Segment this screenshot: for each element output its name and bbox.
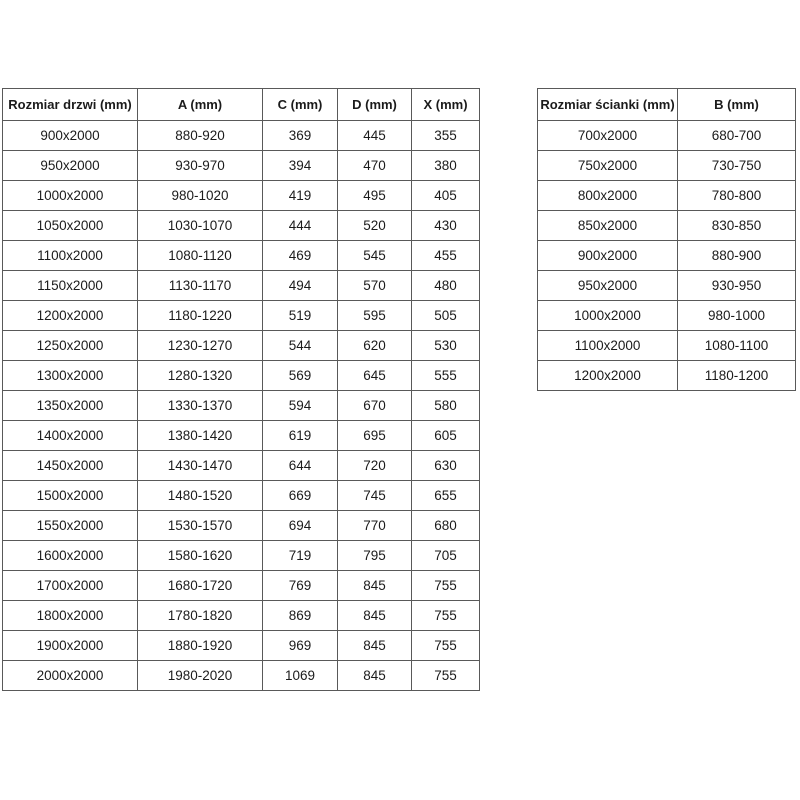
table-cell: 630 <box>412 451 480 481</box>
table-cell: 930-950 <box>678 271 796 301</box>
table-cell: 1350x2000 <box>3 391 138 421</box>
table-cell: 1550x2000 <box>3 511 138 541</box>
table-row <box>3 481 480 511</box>
table-cell: 800x2000 <box>538 181 678 211</box>
table-cell: 669 <box>263 481 338 511</box>
table-cell: 1080-1120 <box>138 241 263 271</box>
table-cell: 530 <box>412 331 480 361</box>
table-cell: 869 <box>263 601 338 631</box>
table-cell: 1700x2000 <box>3 571 138 601</box>
table-cell: 755 <box>412 631 480 661</box>
table-cell: 1080-1100 <box>678 331 796 361</box>
table-cell: 380 <box>412 151 480 181</box>
table-cell: 769 <box>263 571 338 601</box>
table-cell: 850x2000 <box>538 211 678 241</box>
table-cell: 594 <box>263 391 338 421</box>
column-header: D (mm) <box>338 89 412 121</box>
table-cell: 1330-1370 <box>138 391 263 421</box>
table-row <box>3 181 480 211</box>
table-cell: 644 <box>263 451 338 481</box>
table-cell: 1580-1620 <box>138 541 263 571</box>
column-header: Rozmiar ścianki (mm) <box>538 89 678 121</box>
table-cell: 1069 <box>263 661 338 691</box>
table-row <box>3 271 480 301</box>
column-header: Rozmiar drzwi (mm) <box>3 89 138 121</box>
wall-table-header-row <box>538 89 796 121</box>
table-cell: 770 <box>338 511 412 541</box>
table-cell: 720 <box>338 451 412 481</box>
table-cell: 969 <box>263 631 338 661</box>
table-cell: 1050x2000 <box>3 211 138 241</box>
table-cell: 455 <box>412 241 480 271</box>
column-header: A (mm) <box>138 89 263 121</box>
table-cell: 545 <box>338 241 412 271</box>
table-row <box>3 571 480 601</box>
table-row <box>538 361 796 391</box>
column-header: X (mm) <box>412 89 480 121</box>
table-cell: 845 <box>338 661 412 691</box>
table-cell: 1380-1420 <box>138 421 263 451</box>
table-cell: 700x2000 <box>538 121 678 151</box>
table-cell: 745 <box>338 481 412 511</box>
table-cell: 1300x2000 <box>3 361 138 391</box>
table-cell: 830-850 <box>678 211 796 241</box>
table-cell: 1250x2000 <box>3 331 138 361</box>
table-cell: 1000x2000 <box>3 181 138 211</box>
table-cell: 1480-1520 <box>138 481 263 511</box>
table-cell: 495 <box>338 181 412 211</box>
table-cell: 1130-1170 <box>138 271 263 301</box>
table-cell: 950x2000 <box>3 151 138 181</box>
table-cell: 369 <box>263 121 338 151</box>
table-cell: 1430-1470 <box>138 451 263 481</box>
table-cell: 845 <box>338 571 412 601</box>
table-cell: 1180-1220 <box>138 301 263 331</box>
table-cell: 1530-1570 <box>138 511 263 541</box>
table-cell: 705 <box>412 541 480 571</box>
table-cell: 1500x2000 <box>3 481 138 511</box>
table-cell: 1180-1200 <box>678 361 796 391</box>
table-cell: 570 <box>338 271 412 301</box>
table-cell: 695 <box>338 421 412 451</box>
table-cell: 519 <box>263 301 338 331</box>
table-cell: 1450x2000 <box>3 451 138 481</box>
table-row <box>538 271 796 301</box>
table-cell: 845 <box>338 631 412 661</box>
table-row <box>3 121 480 151</box>
table-cell: 795 <box>338 541 412 571</box>
table-row <box>538 301 796 331</box>
table-row <box>3 361 480 391</box>
table-row <box>3 451 480 481</box>
table-row <box>3 331 480 361</box>
table-cell: 1200x2000 <box>3 301 138 331</box>
table-row <box>538 211 796 241</box>
column-header: C (mm) <box>263 89 338 121</box>
table-cell: 569 <box>263 361 338 391</box>
wall-size-spec-table <box>537 88 796 391</box>
table-cell: 2000x2000 <box>3 661 138 691</box>
table-cell: 694 <box>263 511 338 541</box>
table-row <box>3 541 480 571</box>
table-cell: 980-1020 <box>138 181 263 211</box>
table-cell: 595 <box>338 301 412 331</box>
table-cell: 444 <box>263 211 338 241</box>
table-row <box>3 601 480 631</box>
table-cell: 1100x2000 <box>538 331 678 361</box>
table-cell: 469 <box>263 241 338 271</box>
table-cell: 445 <box>338 121 412 151</box>
door-size-spec-table <box>2 88 480 691</box>
table-cell: 755 <box>412 661 480 691</box>
table-cell: 355 <box>412 121 480 151</box>
table-cell: 605 <box>412 421 480 451</box>
table-cell: 619 <box>263 421 338 451</box>
table-row <box>3 241 480 271</box>
table-cell: 555 <box>412 361 480 391</box>
table-cell: 1100x2000 <box>3 241 138 271</box>
table-cell: 900x2000 <box>538 241 678 271</box>
table-row <box>3 661 480 691</box>
table-cell: 1230-1270 <box>138 331 263 361</box>
table-cell: 405 <box>412 181 480 211</box>
table-cell: 750x2000 <box>538 151 678 181</box>
table-cell: 719 <box>263 541 338 571</box>
table-cell: 845 <box>338 601 412 631</box>
table-cell: 494 <box>263 271 338 301</box>
table-cell: 900x2000 <box>3 121 138 151</box>
table-cell: 505 <box>412 301 480 331</box>
table-row <box>3 151 480 181</box>
table-cell: 419 <box>263 181 338 211</box>
table-cell: 480 <box>412 271 480 301</box>
table-cell: 1600x2000 <box>3 541 138 571</box>
table-cell: 1400x2000 <box>3 421 138 451</box>
table-row <box>538 121 796 151</box>
table-cell: 1780-1820 <box>138 601 263 631</box>
table-cell: 1680-1720 <box>138 571 263 601</box>
table-row <box>538 151 796 181</box>
table-cell: 980-1000 <box>678 301 796 331</box>
table-cell: 1900x2000 <box>3 631 138 661</box>
table-cell: 470 <box>338 151 412 181</box>
table-cell: 680 <box>412 511 480 541</box>
table-cell: 930-970 <box>138 151 263 181</box>
table-cell: 580 <box>412 391 480 421</box>
table-row <box>538 181 796 211</box>
table-row <box>3 511 480 541</box>
table-row <box>538 241 796 271</box>
door-table-header-row <box>3 89 480 121</box>
table-row <box>3 391 480 421</box>
table-row <box>3 301 480 331</box>
table-cell: 655 <box>412 481 480 511</box>
table-cell: 1280-1320 <box>138 361 263 391</box>
table-cell: 670 <box>338 391 412 421</box>
table-cell: 620 <box>338 331 412 361</box>
table-cell: 755 <box>412 601 480 631</box>
table-cell: 645 <box>338 361 412 391</box>
table-cell: 780-800 <box>678 181 796 211</box>
table-cell: 1880-1920 <box>138 631 263 661</box>
table-cell: 950x2000 <box>538 271 678 301</box>
table-cell: 520 <box>338 211 412 241</box>
column-header: B (mm) <box>678 89 796 121</box>
table-cell: 430 <box>412 211 480 241</box>
table-cell: 1150x2000 <box>3 271 138 301</box>
table-cell: 880-920 <box>138 121 263 151</box>
table-cell: 544 <box>263 331 338 361</box>
table-cell: 1200x2000 <box>538 361 678 391</box>
table-cell: 730-750 <box>678 151 796 181</box>
table-cell: 755 <box>412 571 480 601</box>
table-cell: 1980-2020 <box>138 661 263 691</box>
table-cell: 680-700 <box>678 121 796 151</box>
table-cell: 1030-1070 <box>138 211 263 241</box>
table-row <box>3 421 480 451</box>
table-cell: 880-900 <box>678 241 796 271</box>
table-row <box>3 631 480 661</box>
table-cell: 1800x2000 <box>3 601 138 631</box>
table-row <box>538 331 796 361</box>
table-cell: 394 <box>263 151 338 181</box>
table-cell: 1000x2000 <box>538 301 678 331</box>
table-row <box>3 211 480 241</box>
